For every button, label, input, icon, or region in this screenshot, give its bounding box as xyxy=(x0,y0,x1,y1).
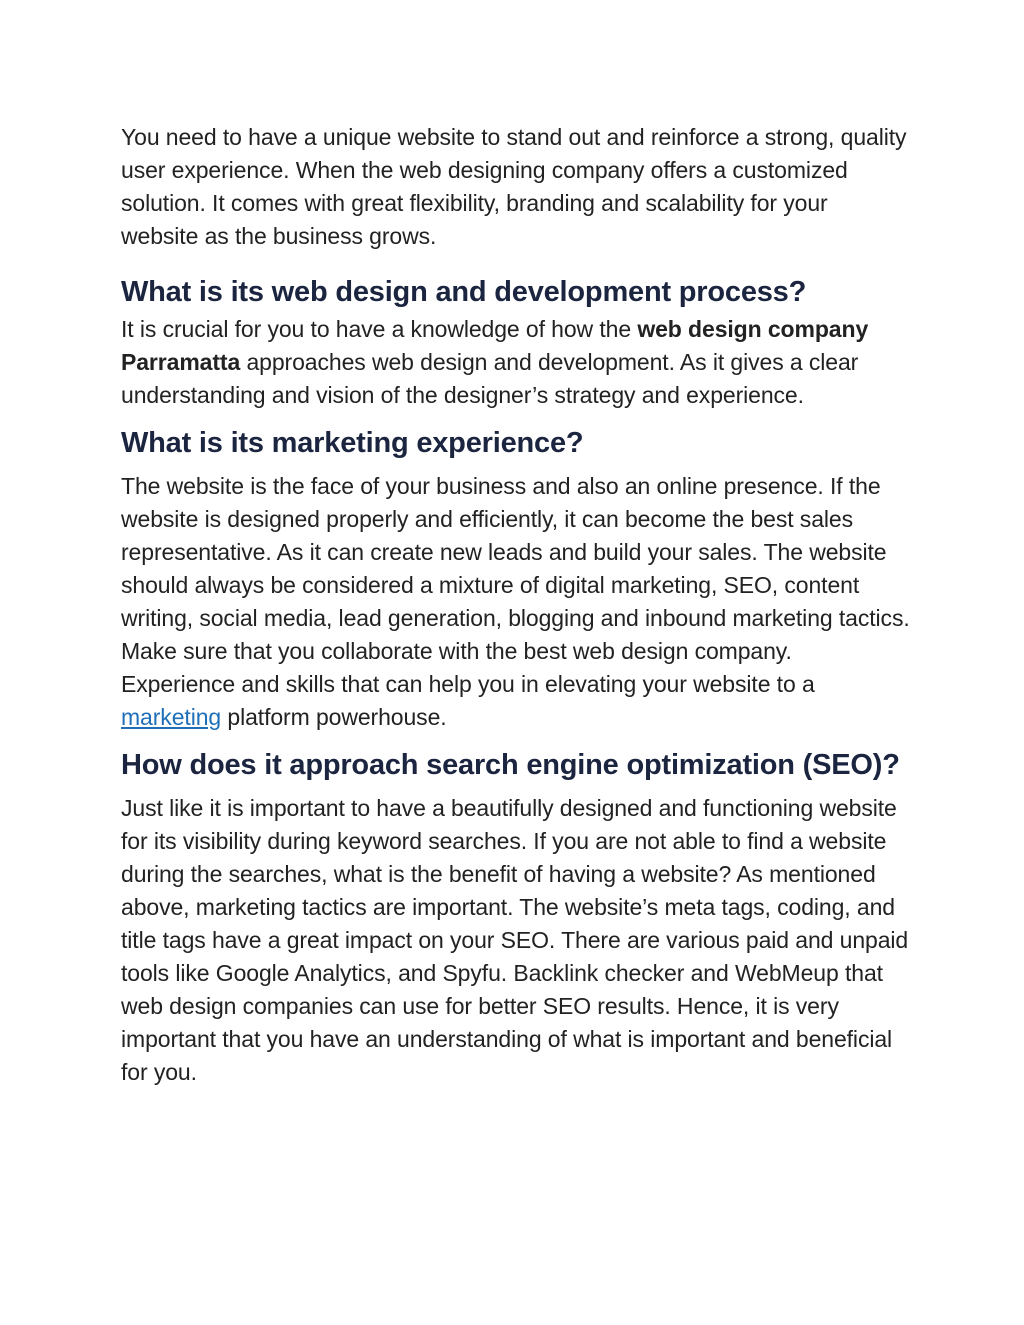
marketing-link[interactable]: marketing xyxy=(121,704,222,730)
document-page xyxy=(121,121,911,1089)
marketing-text-before: The website is the face of your business and also an online presence. If the website is designed properly and efficiently, it can become the best sales representative. As it can create new leads and build your sales. The website should always be considered a mixture of digital marketing, SEO, content writing, social media, lead generation, blogging and inbound marketing tactics. Make sure that you collaborate with the best web design company. Experience and skills that can help you in elevating your website to a xyxy=(121,473,910,697)
process-bold-keyword: web design company Parramatta xyxy=(121,316,869,375)
seo-heading: How does it approach search engine optimization (SEO)? xyxy=(121,749,900,781)
marketing-heading: What is its marketing experience? xyxy=(121,427,584,459)
intro-paragraph: You need to have a unique website to stand out and reinforce a strong, quality user experience. When the web designing company offers a customized solution. It comes with great flexibility, branding and scalability for your website as the business grows. xyxy=(121,124,907,249)
process-text-after: approaches web design and development. As it gives a clear understanding and vision of the designer’s strategy and experience. xyxy=(121,349,859,408)
process-paragraph xyxy=(121,313,911,412)
process-text-before: It is crucial for you to have a knowledge of how the xyxy=(121,316,638,342)
marketing-text-after: platform powerhouse. xyxy=(221,704,447,730)
process-heading: What is its web design and development process? xyxy=(121,276,807,308)
marketing-paragraph xyxy=(121,470,911,734)
seo-paragraph: Just like it is important to have a beautifully designed and functioning website for its visibility during keyword searches. If you are not able to find a website during the searches, what is the benefit of having a website? As mentioned above, marketing tactics are important. The website’s meta tags, coding, and title tags have a great impact on your SEO. There are various paid and unpaid tools like Google Analytics, and Spyfu. Backlink checker and WebMeup that web design companies can use for better SEO results. Hence, it is very important that you have an understanding of what is important and beneficial for you. xyxy=(121,795,909,1085)
